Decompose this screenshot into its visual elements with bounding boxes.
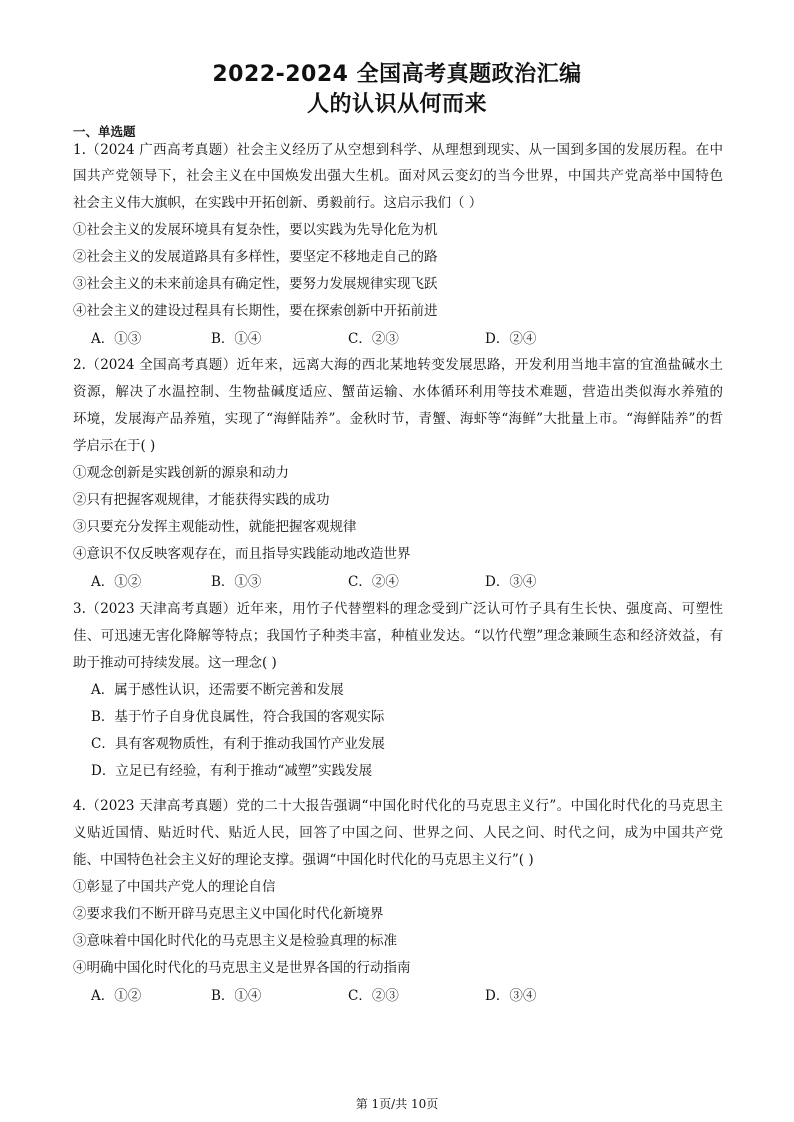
choice-b: B．基于竹子自身优良属性，符合我国的客观实际 [91,709,385,725]
choice-d: D．立足已有经验，有利于推动“减塑”实践发展 [91,763,373,779]
option-d: D．②④ [485,331,537,347]
option-b: B．①④ [211,988,262,1004]
question-stem-line: 3.（2023 天津高考真题）近年来，用竹子代替塑料的理念受到广泛认可竹子具有生长快、强度高、可塑性 [73,601,723,617]
answer-options [91,573,691,591]
statement: ④明确中国化时代化的马克思主义是世界各国的行动指南 [73,960,411,976]
option-c: C．②③ [348,988,399,1004]
statement: ②要求我们不断开辟马克思主义中国化时代化新境界 [73,906,384,922]
statement: ①社会主义的发展环境具有复杂性，要以实践为先导化危为机 [73,222,438,238]
statement: ③意味着中国化时代化的马克思主义是检验真理的标准 [73,933,397,949]
answer-options [91,987,691,1005]
option-d: D．③④ [485,574,537,590]
question-stem-line: 社会主义伟大旗帜，在实践中开拓创新、勇毅前行。这启示我们（ ） [73,195,483,211]
question-stem-line: 义贴近国情、贴近时代、贴近人民，回答了中国之问、世界之问、人民之问、时代之问，成为中国共产党 [73,825,723,841]
statement: ④意识不仅反映客观存在，而且指导实践能动地改造世界 [73,546,411,562]
option-a: A．①② [91,988,142,1004]
statement: ①彰显了中国共产党人的理论自信 [73,879,276,895]
question-stem-line: 能、中国特色社会主义好的理论支撑。强调“中国化时代化的马克思主义行”( ) [73,852,534,868]
choice-a: A．属于感性认识，还需要不断完善和发展 [91,682,344,698]
question-stem-line: 国共产党领导下，社会主义在中国焕发出强大生机。面对风云变幻的当今世界，中国共产党高举中国特色 [73,168,723,184]
option-b: B．①③ [211,574,262,590]
option-a: A．①③ [91,331,142,347]
statement: ②社会主义的发展道路具有多样性，要坚定不移地走自己的路 [73,249,438,265]
option-d: D．③④ [485,988,537,1004]
question-stem-line: 资源，解决了水温控制、生物盐碱度适应、蟹苗运输、水体循环利用等技术难题，营造出类似海水养殖的 [73,384,723,400]
statement: ①观念创新是实践创新的源泉和动力 [73,465,289,481]
doc-title-line2: 人的认识从何而来 [306,92,487,117]
statement: ③社会主义的未来前途具有确定性，要努力发展规律实现飞跃 [73,276,438,292]
statement: ②只有把握客观规律，才能获得实践的成功 [73,492,330,508]
option-a: A．①② [91,574,142,590]
question-stem-line: 2.（2024 全国高考真题）近年来，远离大海的西北某地转变发展思路，开发利用当地丰富的宜渔盐碱水土 [73,357,723,373]
statement: ③只要充分发挥主观能动性，就能把握客观规律 [73,519,357,535]
doc-title-line1: 2022-2024 全国高考真题政治汇编 [212,62,582,87]
option-c: C．②③ [348,331,399,347]
question-stem-line: 学启示在于( ) [73,438,156,454]
option-c: C．②④ [348,574,399,590]
option-b: B．①④ [211,331,262,347]
section-heading: 一、单选题 [73,124,136,139]
question-stem-line: 环境，发展海产品养殖，实现了“海鲜陆养”。金秋时节，青蟹、海虾等“海鲜”大批量上市。“海鲜陆养”的哲 [73,411,723,427]
question-stem-line: 4.（2023 天津高考真题）党的二十大报告强调“中国化时代化的马克思主义行”。中国化时代化的马克思主 [73,798,723,814]
question-stem-line: 1.（2024 广西高考真题）社会主义经历了从空想到科学、从理想到现实、从一国到多国的发展历程。在中 [73,142,723,158]
question-stem-line: 助于推动可持续发展。这一理念( ) [73,655,277,671]
question-stem-line: 佳、可迅速无害化降解等特点；我国竹子种类丰富，种植业发达。“以竹代塑”理念兼顾生态和经济效益，有 [73,628,723,644]
statement: ④社会主义的建设过程具有长期性，要在探索创新中开拓前进 [73,303,438,319]
choice-c: C．具有客观物质性，有利于推动我国竹产业发展 [91,736,385,752]
page-number: 第 1页/共 10页 [355,1097,439,1111]
answer-options [91,330,691,348]
